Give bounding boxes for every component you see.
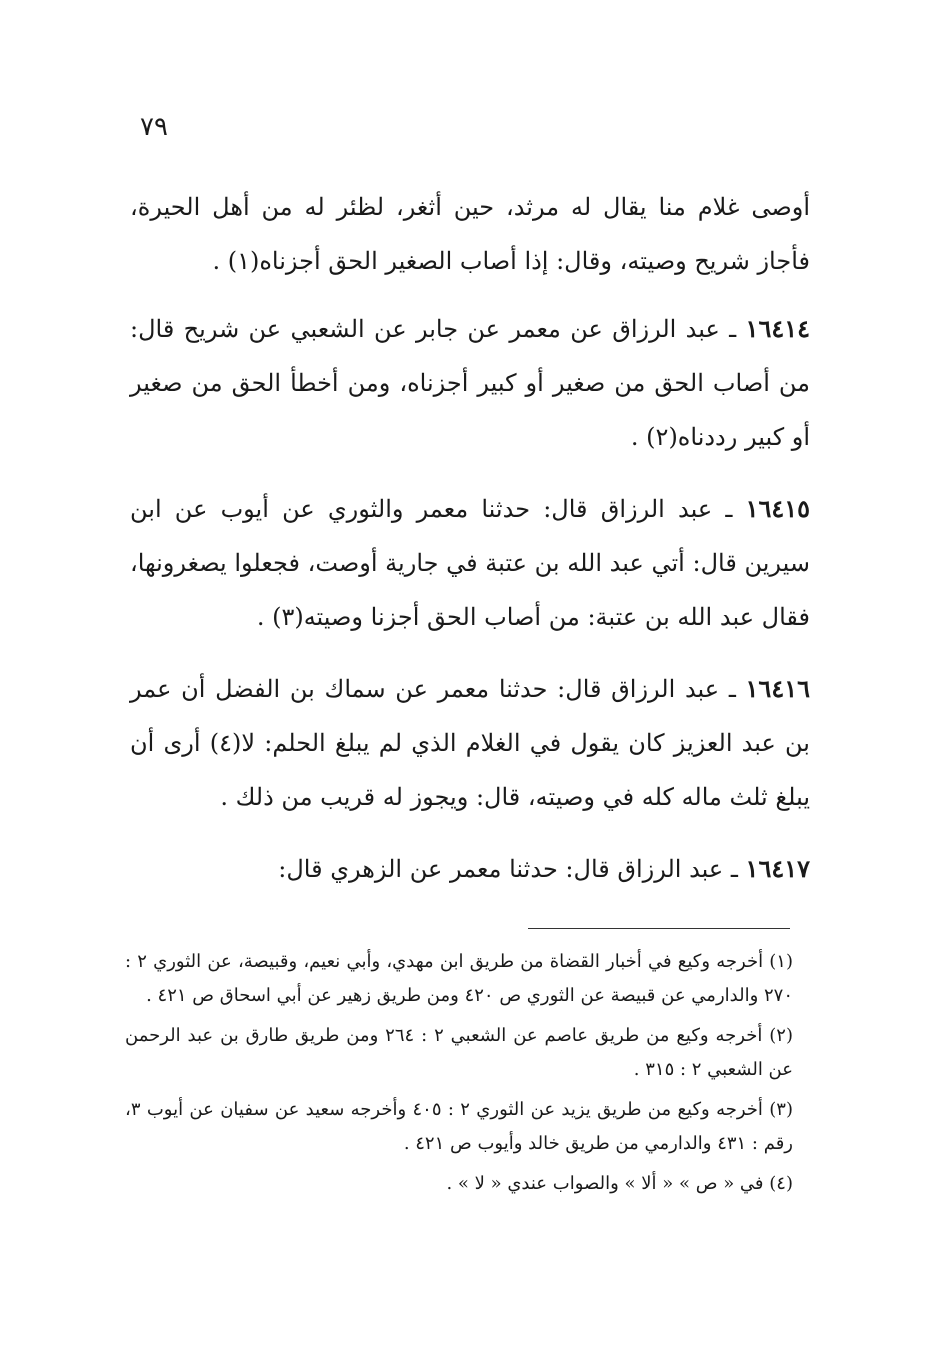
footnotes [125,945,793,1207]
footnote-3: (٣) أخرجه وكيع من طريق يزيد عن الثوري ٢ : ٤٠٥ وأخرجه سعيد عن سفيان عن أيوب ٣، رقم : ٤٣١ والدارمي من طريق خالد وأيوب ص ٤٢١ . [125,1099,793,1154]
footnote-4: (٤) في « ص » « ألا » والصواب عندي « لا » . [446,1173,793,1194]
hadith-text: عبد الرزاق قال: حدثنا معمر والثوري عن أيوب عن ابن سيرين قال: أتي عبد الله بن عتبة في جارية أوصت، فجعلوا يصغرونها، فقال عبد الله بن عتبة: من أصاب الحق أجزنا وصيته(٣) . [130,495,810,631]
hadith-16417: ١٦٤١٧ ـ عبد الرزاق قال: حدثنا معمر عن الزهري قال: [278,854,810,883]
hadith-number: ١٦٤١٧ [745,854,810,883]
paragraph-continuation: أوصى غلام منا يقال له مرثد، حين أثغر، لظئر له من أهل الحيرة، فأجاز شريح وصيته، وقال: إذا أصاب الصغير الحق أجزناه(١) . [130,193,810,275]
hadith-16414: ١٦٤١٤ ـ عبد الرزاق عن معمر عن جابر عن الشعبي عن شريح قال: من أصاب الحق من صغير أو كبير أجزناه، ومن أخطأ الحق من صغير أو كبير رددناه(٢) . [130,314,810,451]
hadith-number: ١٦٤١٦ [745,674,810,703]
main-text [130,180,810,914]
hadith-text: عبد الرزاق قال: حدثنا معمر عن الزهري قال: [278,855,724,883]
hadith-text: عبد الرزاق عن معمر عن جابر عن الشعبي عن شريح قال: من أصاب الحق من صغير أو كبير أجزناه، ومن أخطأ الحق من صغير أو كبير رددناه(٢) . [130,315,810,451]
hadith-number: ١٦٤١٥ [745,494,811,523]
footnote-1: (١) أخرجه وكيع في أخبار القضاة من طريق ابن مهدي، وأبي نعيم، وقبيصة، عن الثوري ٢ : ٢٧٠ والدارمي عن قبيصة عن الثوري ص ٤٢٠ ومن طريق زهير عن أبي اسحاق ص ٤٢١ . [125,951,793,1006]
footnote-divider [528,928,790,929]
page-number: ٧٩ [140,112,168,142]
hadith-16416: ١٦٤١٦ ـ عبد الرزاق قال: حدثنا معمر عن سماك بن الفضل أن عمر بن عبد العزيز كان يقول في الغلام الذي لم يبلغ الحلم: لا(٤) أرى أن يبلغ ثلث ماله كله في وصيته، قال: ويجوز له قريب من ذلك . [130,674,810,811]
footnote-2: (٢) أخرجه وكيع من طريق عاصم عن الشعبي ٢ : ٢٦٤ ومن طريق طارق بن عبد الرحمن عن الشعبي ٢ : ٣١٥ . [125,1025,793,1080]
hadith-16415: ١٦٤١٥ ـ عبد الرزاق قال: حدثنا معمر والثوري عن أيوب عن ابن سيرين قال: أتي عبد الله بن عتبة في جارية أوصت، فجعلوا يصغرونها، فقال عبد الله بن عتبة: من أصاب الحق أجزنا وصيته(٣) . [130,494,811,631]
hadith-text: عبد الرزاق قال: حدثنا معمر عن سماك بن الفضل أن عمر بن عبد العزيز كان يقول في الغلام الذي لم يبلغ الحلم: لا(٤) أرى أن يبلغ ثلث ماله كله في وصيته، قال: ويجوز له قريب من ذلك . [130,675,810,811]
hadith-number: ١٦٤١٤ [745,314,810,343]
